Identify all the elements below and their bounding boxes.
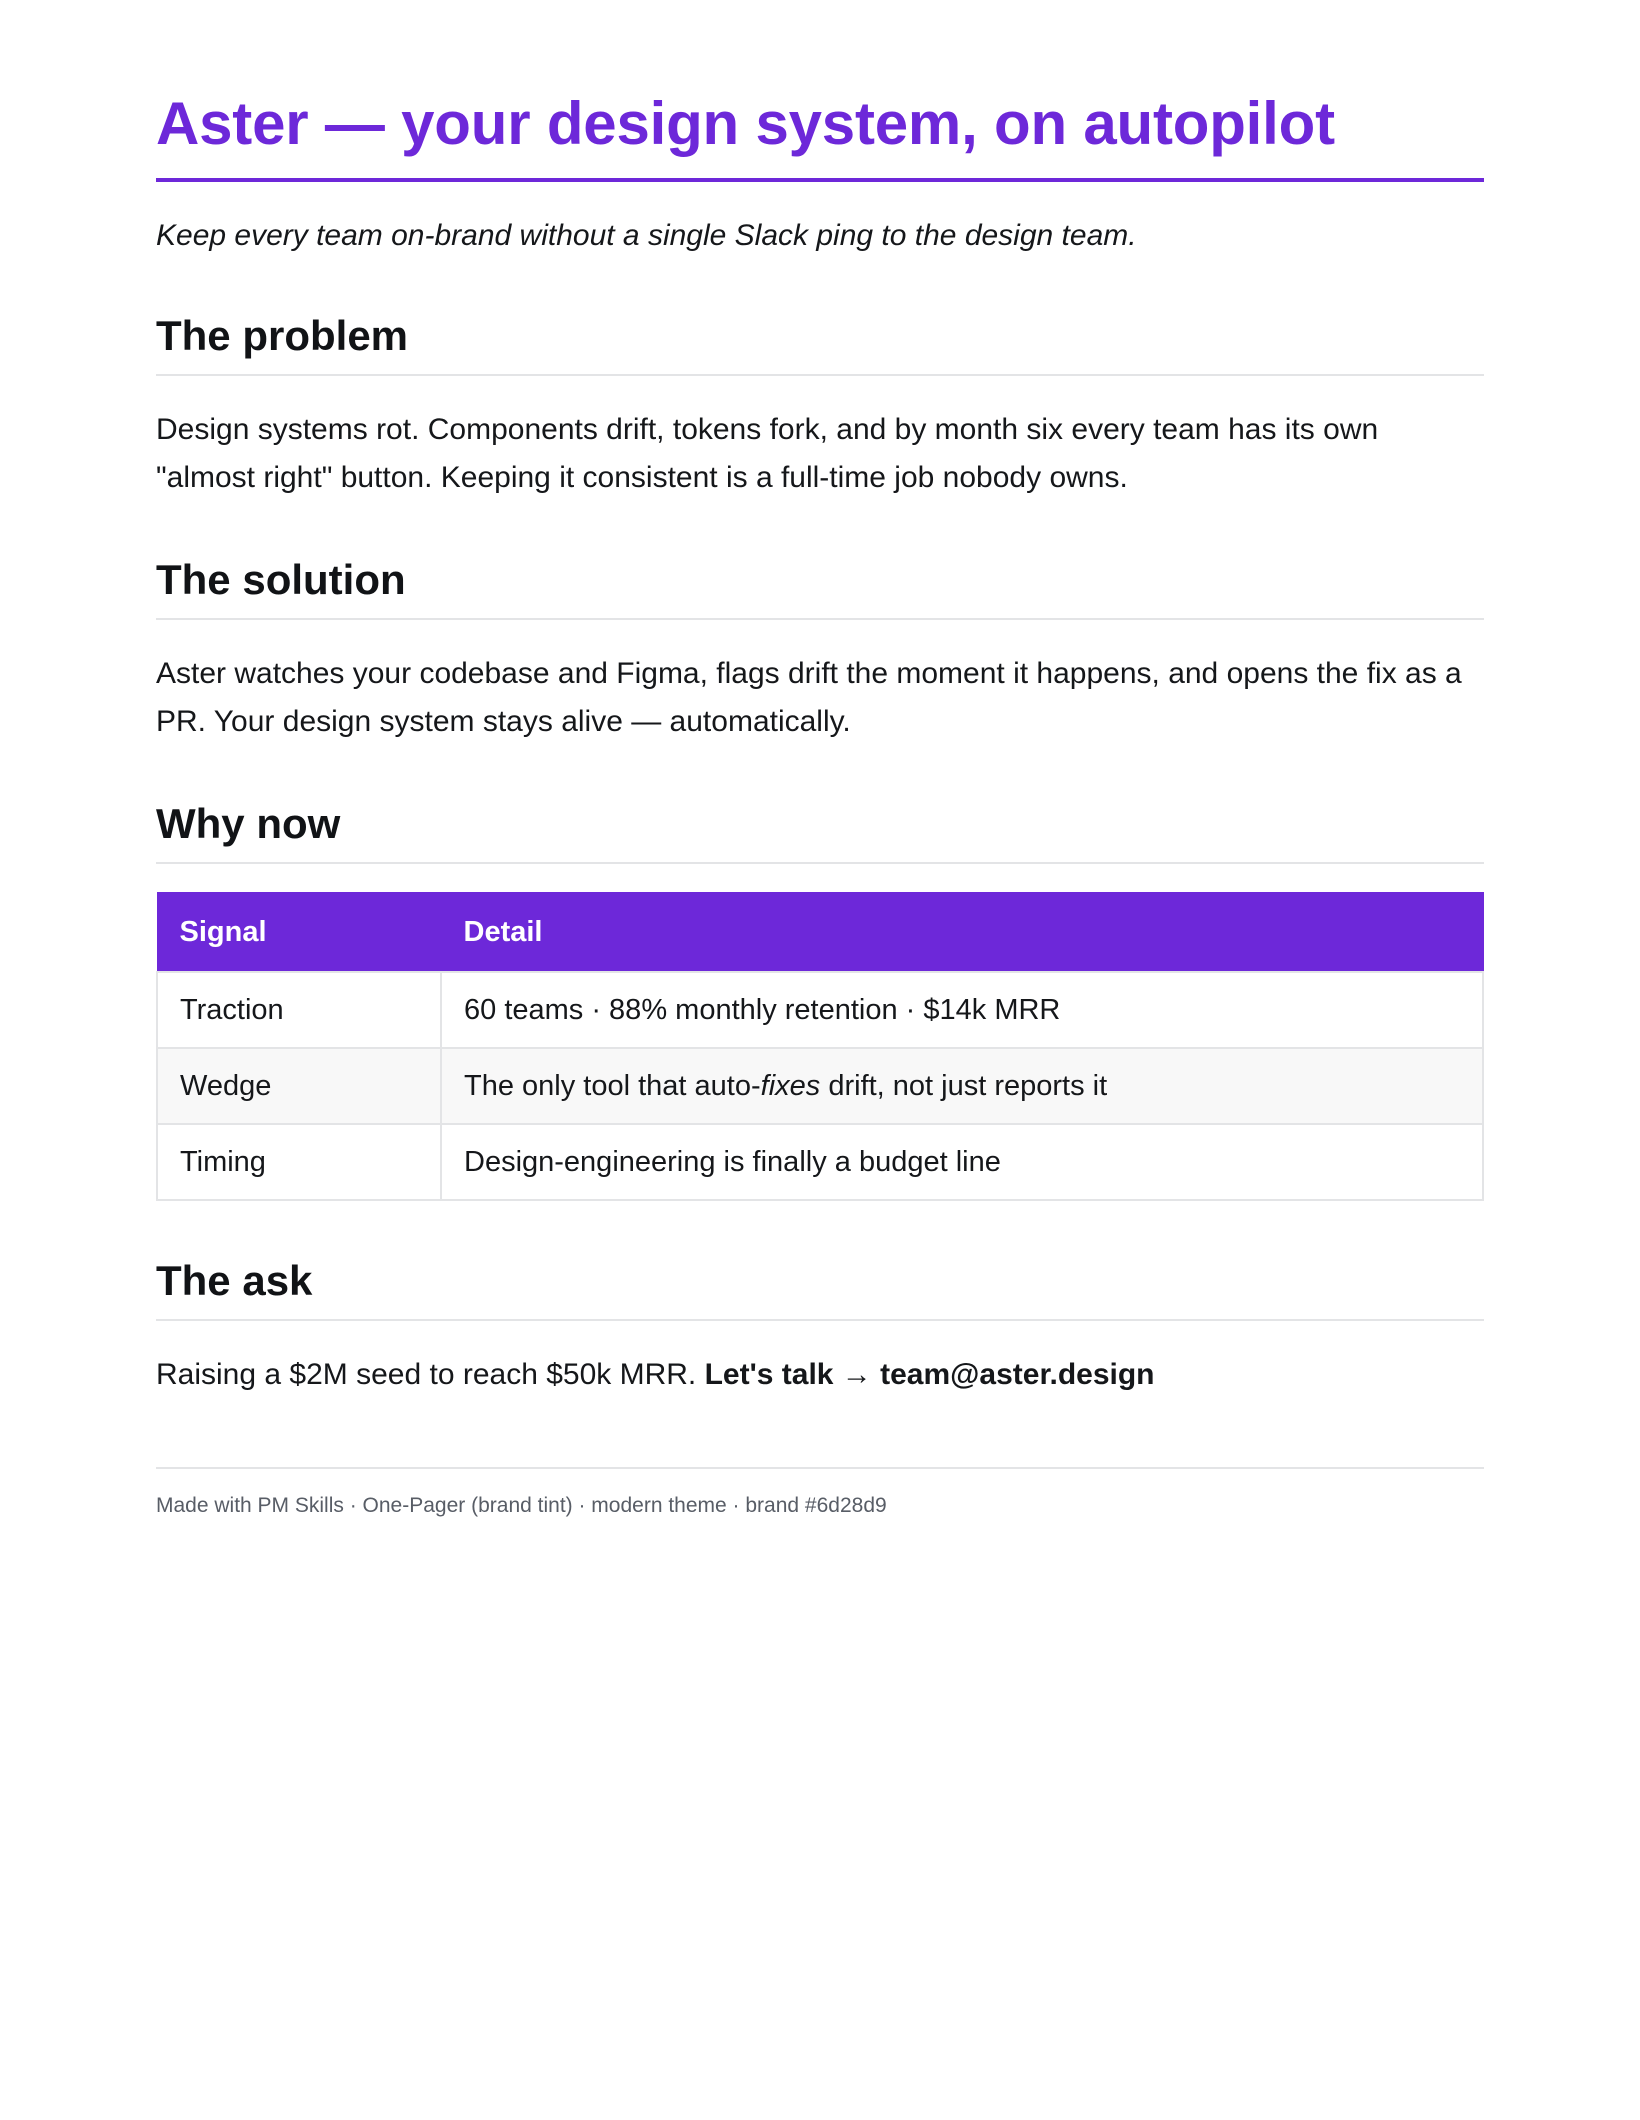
problem-body: Design systems rot. Components drift, tokens fork, and by month six every team has its own "almost right" button. Keeping it consistent is a full-time job nobody owns. xyxy=(156,413,1379,494)
table-header-row xyxy=(157,893,1483,973)
column-header-detail: Detail xyxy=(441,893,1483,973)
ask-body xyxy=(156,1351,1484,1399)
detail-text: drift, not just reports it xyxy=(820,1069,1108,1102)
detail-emphasis: fixes xyxy=(760,1069,821,1102)
signal-cell: Timing xyxy=(157,1124,441,1200)
ask-heading: The ask xyxy=(156,1253,1484,1321)
detail-cell: Design-engineering is finally a budget line xyxy=(441,1124,1483,1200)
contact-cta: Let's talk → team@aster.design xyxy=(704,1358,1155,1391)
table-row xyxy=(157,1124,1483,1200)
footer: Made with PM Skills · One-Pager (brand tint) · modern theme · brand #6d28d9 xyxy=(156,1467,1484,1521)
why-now-table xyxy=(156,892,1484,1201)
problem-heading: The problem xyxy=(156,308,1484,376)
ask-text: Raising a $2M seed to reach $50k MRR. xyxy=(156,1358,705,1391)
detail-cell xyxy=(441,1048,1483,1124)
column-header-signal: Signal xyxy=(157,893,441,973)
why-now-heading: Why now xyxy=(156,796,1484,864)
table-row xyxy=(157,1048,1483,1124)
tagline: Keep every team on-brand without a single Slack ping to the design team. xyxy=(156,219,1137,252)
signal-cell: Wedge xyxy=(157,1048,441,1124)
signal-cell: Traction xyxy=(157,972,441,1048)
solution-body: Aster watches your codebase and Figma, flags drift the moment it happens, and opens the fix as a PR. Your design system stays alive — automatically. xyxy=(156,657,1462,738)
detail-text: The only tool that auto- xyxy=(464,1069,761,1102)
page-title: Aster — your design system, on autopilot xyxy=(156,78,1484,182)
detail-cell: 60 teams · 88% monthly retention · $14k MRR xyxy=(441,972,1483,1048)
solution-heading: The solution xyxy=(156,552,1484,620)
table-row xyxy=(157,972,1483,1048)
one-pager xyxy=(156,0,1484,1521)
